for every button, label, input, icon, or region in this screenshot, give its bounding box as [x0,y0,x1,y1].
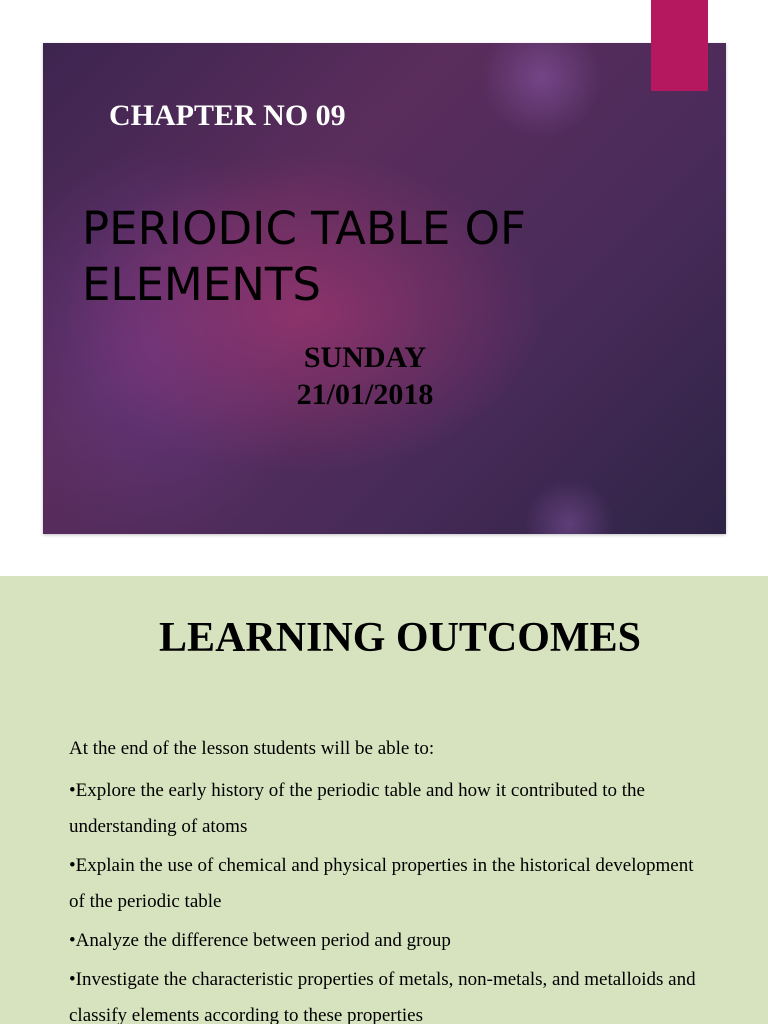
outcome-item: •Explain the use of chemical and physical properties in the historical development of the periodic table [69,855,694,912]
slide-title-line-2: ELEMENTS [82,258,321,311]
day-label: SUNDAY [303,341,427,374]
date-block [215,339,515,413]
outcomes-intro: At the end of the lesson students will be able to: [69,738,435,759]
title-slide [43,43,726,534]
slide-title [82,201,642,313]
outcome-item: •Analyze the difference between period and group [69,930,451,951]
outcomes-heading: LEARNING OUTCOMES [159,615,641,661]
learning-outcomes-slide [0,576,768,1024]
outcome-item: •Explore the early history of the periodic table and how it contributed to the understanding of atoms [69,780,645,837]
accent-bar [651,0,708,91]
chapter-label: CHAPTER NO 09 [109,99,346,132]
outcome-item: •Investigate the characteristic properties of metals, non-metals, and metalloids and classify elements according to these properties [69,969,696,1024]
slide-title-line-1: PERIODIC TABLE OF [82,202,526,255]
outcomes-list [69,773,709,1024]
date-label: 21/01/2018 [296,378,434,411]
